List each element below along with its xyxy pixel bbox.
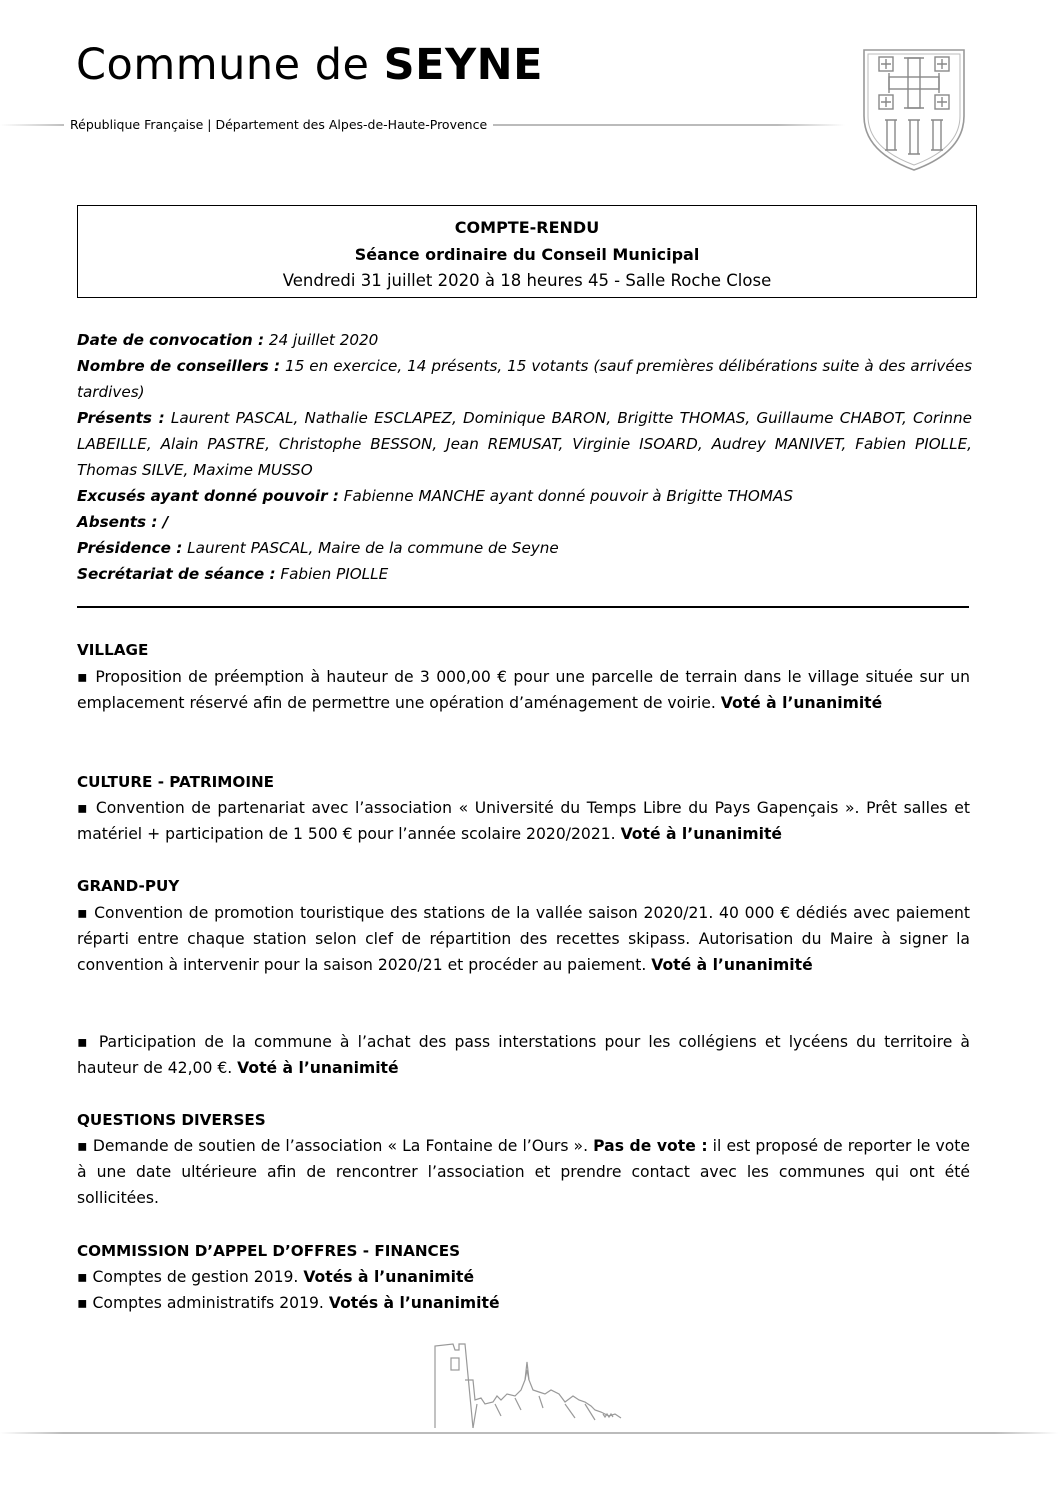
councillors-count — [77, 353, 972, 405]
councillors-label: Nombre de conseillers : — [77, 357, 281, 375]
section-heading-questions: QUESTIONS DIVERSES — [77, 1111, 266, 1129]
village-skyline-icon — [425, 1340, 625, 1430]
questions-text-b: il est proposé de reporter le vote à une date ultérieure afin de rencontrer l’association et prendre contact avec les communes qui ont été sollicitées. — [77, 1137, 970, 1207]
secretariat — [77, 561, 972, 587]
footer-divider — [0, 1432, 1058, 1434]
councillors-value: 15 en exercice, 14 présents, 15 votants (sauf premières délibérations suite à des arrivées tardives) — [77, 357, 973, 401]
section-heading-village: VILLAGE — [77, 641, 149, 659]
presidency-label: Présidence : — [77, 539, 183, 557]
title-commune-name: SEYNE — [383, 40, 543, 90]
presidency-value: Laurent PASCAL, Maire de la commune de Seyne — [182, 539, 559, 557]
session-date-location: Vendredi 31 juillet 2020 à 18 heures 45 - Salle Roche Close — [282, 271, 772, 290]
presidency — [77, 535, 972, 561]
commission-item-1 — [77, 1264, 970, 1290]
commission-item-1-text: ▪ Comptes de gestion 2019. — [77, 1268, 304, 1286]
absent-members — [77, 509, 972, 535]
grandpuy-vote-2: Voté à l’unanimité — [237, 1059, 399, 1077]
section-heading-commission: COMMISSION D’APPEL D’OFFRES - FINANCES — [77, 1242, 461, 1260]
section-text-questions — [77, 1133, 970, 1211]
questions-no-vote: Pas de vote : — [593, 1137, 708, 1155]
grandpuy-text-2: ▪ Participation de la commune à l’achat des pass interstations pour les collégiens et lycéens du territoire à hauteur de 42,00 €. — [77, 1033, 970, 1077]
excused-members — [77, 483, 972, 509]
header-subtitle: République Française | Département des Alpes-de-Haute-Provence — [64, 116, 493, 134]
village-vote: Voté à l’unanimité — [720, 694, 883, 712]
section-divider — [77, 606, 969, 608]
commission-item-2-text: ▪ Comptes administratifs 2019. — [77, 1294, 329, 1312]
section-text-grandpuy-1 — [77, 900, 970, 978]
section-heading-culture: CULTURE - PATRIMOINE — [77, 773, 275, 791]
section-text-grandpuy-2 — [77, 1029, 970, 1081]
title-prefix: Commune de — [76, 40, 384, 90]
report-title: COMPTE-RENDU — [454, 218, 600, 237]
culture-text: ▪ Convention de partenariat avec l’association « Université du Temps Libre du Pays Gapençais ». Prêt salles et matériel + participation de 1 500 € pour l’année scolaire 2020/2021. — [77, 799, 970, 843]
convocation-value: 24 juillet 2020 — [264, 331, 379, 349]
questions-text-a: ▪ Demande de soutien de l’association « La Fontaine de l’Ours ». — [77, 1137, 594, 1155]
village-text: ▪ Proposition de préemption à hauteur de 3 000,00 € pour une parcelle de terrain dans le village située sur un emplacement réservé afin de permettre une opération d’aménagement de voirie. — [77, 668, 970, 712]
convocation-date — [77, 327, 972, 353]
commission-item-2-vote: Votés à l’unanimité — [328, 1294, 500, 1312]
commission-item-2 — [77, 1290, 970, 1316]
coat-of-arms-icon — [858, 44, 970, 174]
absent-label: Absents : / — [77, 513, 169, 531]
culture-vote: Voté à l’unanimité — [620, 825, 782, 843]
excused-value: Fabienne MANCHE ayant donné pouvoir à Brigitte THOMAS — [338, 487, 794, 505]
section-text-village — [77, 664, 970, 716]
commission-item-1-vote: Votés à l’unanimité — [303, 1268, 475, 1286]
session-type: Séance ordinaire du Conseil Municipal — [354, 245, 700, 264]
page-title — [76, 40, 543, 90]
grandpuy-vote-1: Voté à l’unanimité — [651, 956, 813, 974]
present-label: Présents : — [77, 409, 165, 427]
secretariat-value: Fabien PIOLLE — [275, 565, 389, 583]
present-members — [77, 405, 972, 483]
convocation-label: Date de convocation : — [77, 331, 265, 349]
excused-label: Excusés ayant donné pouvoir : — [77, 487, 339, 505]
present-value: Laurent PASCAL, Nathalie ESCLAPEZ, Dominique BARON, Brigitte THOMAS, Guillaume CHABOT, Corinne LABEILLE, Alain PASTRE, Christophe BESSON, Jean REMUSAT, Virginie ISOARD, Audrey MANIVET, Fabien PIOLLE, Thomas SILVE, Maxime MUSSO — [77, 409, 972, 479]
report-title-box — [77, 205, 977, 298]
grandpuy-text-1: ▪ Convention de promotion touristique des stations de la vallée saison 2020/21. 40 000 € dédiés avec paiement réparti entre chaque station selon clef de répartition des recettes skipass. Autorisation du Maire à signer la convention à intervenir pour la saison 2020/21 et procéder au paiement. — [77, 904, 970, 974]
section-text-culture — [77, 795, 970, 847]
section-heading-grandpuy: GRAND-PUY — [77, 877, 180, 895]
secretariat-label: Secrétariat de séance : — [77, 565, 276, 583]
